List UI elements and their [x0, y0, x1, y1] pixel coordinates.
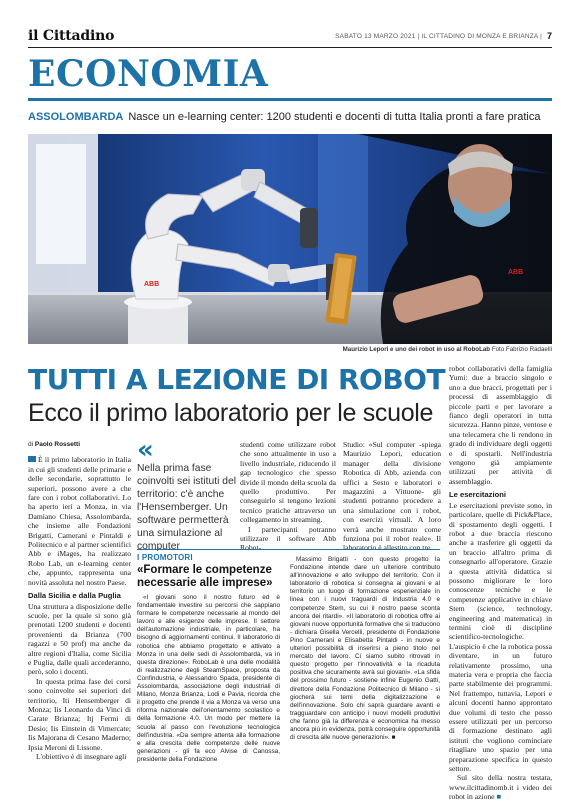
pull-quote: [137, 435, 239, 553]
paragraph: I partecipanti potranno utilizzare il software Abb Robot-: [240, 524, 336, 553]
paragraph: studenti come utilizzare robot che sono attualmente in uso a livello industriale, riducendo il gap tecnologico che spesso divide il mondo della scuola da quello produttivo. Per conseguirlo si tengono lezioni tecnico pratiche attraverso un collegamento in streaming.: [240, 440, 336, 525]
byline-author: Paolo Rossetti: [34, 441, 81, 448]
masthead: [28, 30, 552, 48]
photo-credit: Foto Fabrizio Radaelli: [491, 346, 552, 353]
abb-logo-shirt: ABB: [508, 269, 524, 276]
paragraph: Studio: «Sul computer -spiega Maurizio Lepori, education manager della divisione Robotica di Abb, azienda con uffici a Sesto e laboratori e magazzini a Vittuone- gli studenti potranno procedere a una simulazione con i robot, con esercizi virtuali. A loro verrà anche mostrato come funziona poi il robot reale». Il laboratorio è allestito con tre: [343, 440, 441, 553]
box-title: «Formare le competenze necessarie alle imprese»: [137, 564, 273, 589]
paragraph: Massimo Brigatti - con questo progetto la Fondazione intende dare un ulteriore contributo all'innovazione e allo sviluppo del territorio. Con il laboratorio di robotica si consegna ai giovani e al territorio un luogo di formazione esperienziale in linea con i nuovi traguardi di Industria 4.0 e competenze Stem, su cui il nostro paese sconta ancora dei ritardi». «Il laboratorio di robotica offre ai giovani nuove opportunità formative che si traducono - dichiara Gisella Vercelli, presidente di Fondazione Pino Camerani e Elisabetta Pintaldi - in nuove e ulteriori possibilità di inserirsi a pieno titolo nel mercato del lavoro. Ci siamo subito ritrovati in questo progetto per l'innovatività e la ricaduta positiva che sicuramente avrà sui giovani». «La sfida del prossimo futuro - sostiene infine Eugenio Gatti, direttore della Fondazione Politecnico di Milano - si giocherà sui temi della digitalizzazione e dell'innovazione. Solo chi saprà guardare avanti e tragguardare con anticipo i nuovi modelli produttivi che fanno già la differenza e economica ha messo ancora più in evidenza, potrà conseguire opportunità di crescita alle nuove generazioni». ■: [290, 556, 440, 742]
article-column-3: [343, 440, 441, 553]
end-mark-icon: ■: [496, 792, 502, 802]
quote-mark-icon: «: [137, 435, 154, 465]
headline: TUTTI A LEZIONE DI ROBOT: [28, 363, 446, 396]
paragraph: «I giovani sono il nostro futuro ed è fondamentale investire su percorsi che sappiano formare le competenze necessarie al mondo del lavoro e alle esigenze delle imprese. Il settore dell'automazione industriale, in particolare, ha bisogno di aggiornamenti continui. Il laboratorio di robotica che abbiamo progettato e attivato a Monza in una delle sedi di Assolombarda, va in questa direzione». RoboLab è una delle modalità di realizzazione degli SteamSpace, proposta da Confindustria, e Alessandro Spada, presidente di Assolombarda, associazione degli industriali di Milano, Monza Brianza, Lodi e Pavia, ricorda che il progetto che prende il via a Monza va verso una riforma nazionale dell'orientamento scolastico e della formazione 4.0. Un modo per mettere la scuola al passo con l'evoluzione tecnologica dell'industria. «Da sempre attenta alla formazione e alla crescita delle competenze delle nuove generazioni - gli fa eco Alvise di Canossa, presidente della Fondazione: [137, 594, 280, 763]
paragraph: robot collaborativi della famiglia Yumi: due a braccio singolo e uno a due bracci, progettati per i processi di assemblaggio di piccole parti e per lavorare a fianco degli operatori in tutta sicurezza. Hanno pinze, ventose e una telecamera che li rendono in grado di individuare degli oggetti e di spostarli. Nell'industria vengono già ampiamente utilizzati per attività di assemblaggio.: [449, 364, 552, 486]
byline: [28, 440, 131, 449]
article-column-1: [28, 440, 131, 761]
photo-caption: [343, 346, 552, 353]
caption-text: Maurizio Lepori e uno dei robot in uso al RoboLab: [342, 346, 491, 353]
section-title: ECONOMIA: [28, 53, 269, 95]
paragraph: Le esercitazioni previste sono, in particolare, quelle di Pick&Place, di spostamento degli oggetti. I robot a due braccia riescono anche a trasferire gli oggetti da un braccio all'altro prima di consegnarlo all'operatore. Grazie a questa attività didattica si possono migliorare le loro conoscenze tecniche e le competenze applicative in chiave Stem (science, technology, engineering and matematica) in termini cioè di discipline scientifico-tecnologiche. L'auspicio è che la robotica possa diventare, in un futuro relativamente prossimo, una materia vera e propria che faccia parte stabilmente dei programmi. Nel frattempo, tuttavia, Lepori e alcuni docenti hanno approntato due volumi di testo che posso essere utilizzati per un percorso di formazione destinato agli istituti che vogliono cominciare ritagliare uno spazio per una preparazione specifica in questo settore.: [449, 500, 552, 774]
web-reference: Sul sito della nostra testata, www.ilcittadinomb.it i video dei robot in azione: [449, 773, 552, 802]
page-number: 7: [546, 31, 552, 41]
abb-logo-robot: ABB: [144, 281, 160, 288]
kicker-line: [28, 109, 558, 125]
subheading: Dalla Sicilia e dalla Puglia: [28, 591, 121, 601]
paragraph: [28, 455, 131, 587]
paragraph: In questa prima fase dei corsi sono coinvolte sei superiori del territorio, Iti Hensemberger di Monza; Iis Leonardo da Vinci di Carate Brianza; Itj Fermi di Desio; Iis Einstein di Vimercate; Iis Majorana di Cesano Maderno; Ipsia Meroni di Lissone.: [28, 676, 131, 752]
robot-photo-illustration: [28, 134, 552, 344]
sidebar-box-promotori: [137, 549, 440, 763]
lead-marker: [28, 456, 36, 462]
robot-photo: [28, 134, 552, 344]
paragraph: Una struttura a disposizione delle scuole, per la quale si sono già prenotati 1200 studenti e docenti provenienti da Brianza (700 ragazzi e 50 prof) ma anche da altre regioni d'Italia, come Sicilia e Puglia, dalle quali accederanno, però, solo i docenti.: [28, 601, 131, 677]
pull-quote-text: Nella prima fase coinvolti sei istituti del territorio: c'è anche l'Hensemberger. Un software permetterà una simulazione al computer: [137, 463, 237, 552]
dateline: SABATO 13 MARZO 2021 | IL CITTADINO DI MONZA E BRIANZA |: [335, 33, 542, 40]
section-rule: [28, 98, 552, 101]
paragraph: [449, 773, 552, 801]
paragraph: L'obiettivo è di insegnare agli: [36, 752, 127, 761]
newspaper-logo: il Cittadino: [28, 28, 115, 44]
subheading: Le esercitazioni: [449, 490, 506, 500]
article-column-4: [449, 364, 552, 802]
box-column-1: [137, 594, 280, 764]
box-column-2: [290, 556, 440, 742]
box-kicker: I PROMOTORI: [137, 553, 193, 562]
byline-prefix: di: [28, 441, 34, 448]
kicker-label: ASSOLOMBARDA: [28, 111, 124, 123]
kicker-text: Nasce un e-learning center: 1200 studenti e docenti di tutta Italia pronti a fare pratica: [128, 111, 541, 123]
subhead: Ecco il primo laboratorio per le scuole: [28, 399, 434, 427]
paragraph-text: È il primo laboratorio in Italia in cui gli studenti delle primarie e delle secondarie, soprattutto le superiori, possono avere a che fare con i robot collaborativi. Lo ha aperto ieri a Monza, in via Damiano Chiesa, Assolombarda, che insieme alle Fondazioni Brigatti, Camerani e Pintaldi e Politecnico e al partner scientifici Abb e iMages, ha realizzato Robo Lab, un e-learning center che, appunto, rappresenta una novità assoluta nel nostro Paese.: [28, 455, 131, 587]
article-column-2: [240, 440, 336, 553]
